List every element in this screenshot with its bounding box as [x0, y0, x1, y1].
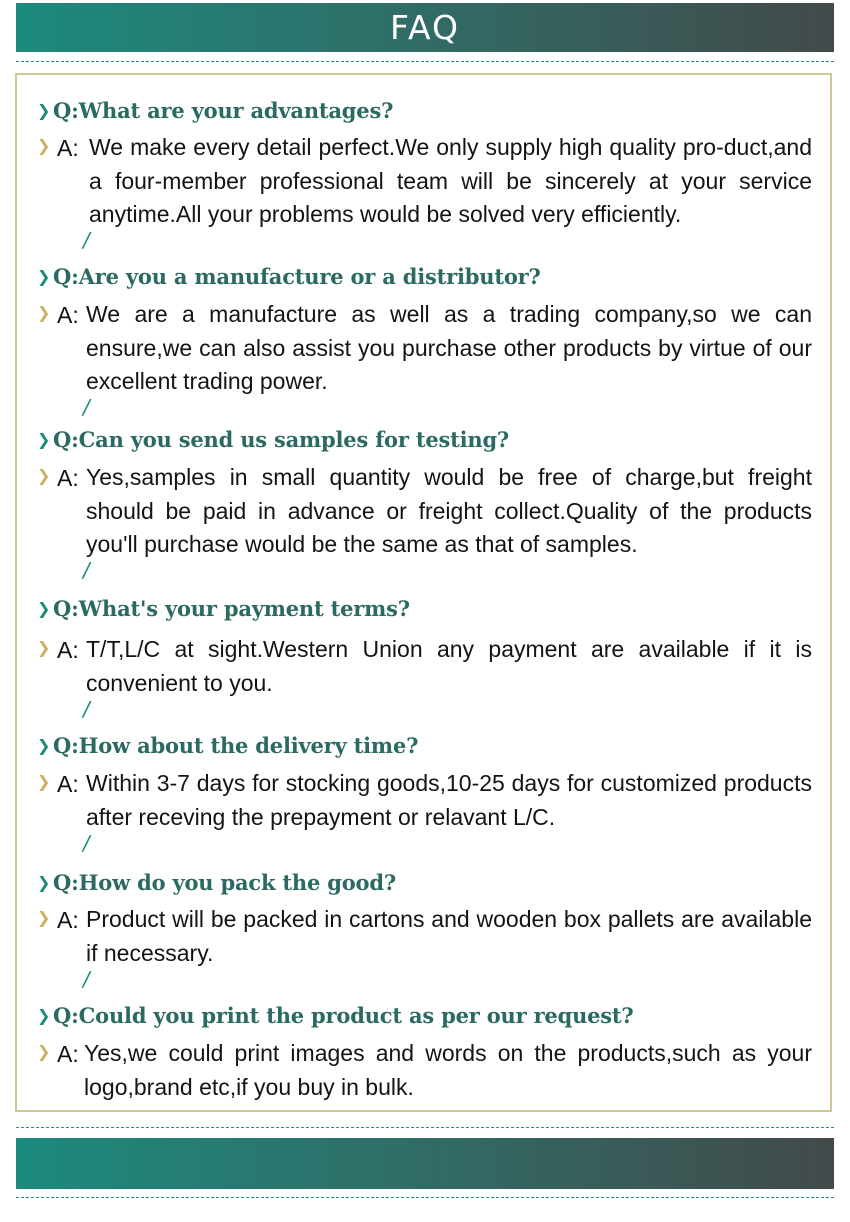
- answer-chevron-icon: ❯: [37, 638, 51, 657]
- question-prefix: Q:: [53, 264, 79, 289]
- answer-prefix: A:: [57, 907, 79, 933]
- faq-question: [37, 95, 393, 127]
- faq-separator-mark: /: [83, 967, 90, 991]
- question-text: Are you a manufacture or a distributor?: [78, 264, 541, 289]
- faq-separator-mark: /: [83, 697, 90, 721]
- answer-chevron-icon: ❯: [37, 908, 51, 927]
- question-text: How do you pack the good?: [78, 870, 396, 895]
- answer-text: Yes,we could print images and words on the products,such as your logo,brand etc,if you buy in bulk.: [84, 1040, 812, 1100]
- chevron-right-icon: ❯: [37, 1006, 51, 1025]
- answer-chevron-icon: ❯: [37, 772, 51, 791]
- chevron-right-icon: ❯: [37, 736, 51, 755]
- question-prefix: Q:: [53, 733, 79, 758]
- chevron-right-icon: ❯: [37, 430, 51, 449]
- faq-question: [37, 730, 418, 762]
- faq-header-banner: [16, 3, 834, 52]
- page-title: FAQ: [390, 8, 460, 47]
- bottom-divider-upper: [16, 1127, 834, 1128]
- faq-panel: [15, 73, 832, 1112]
- question-text: Can you send us samples for testing?: [78, 427, 510, 452]
- answer-text: Yes,samples in small quantity would be free of charge,but freight should be paid in advance or freight collect.Quality of the products you'll purchase would be the same as that of samples.: [86, 464, 812, 557]
- question-prefix: Q:: [53, 870, 79, 895]
- answer-prefix: A:: [57, 1041, 79, 1067]
- answer-chevron-icon: ❯: [37, 466, 51, 485]
- answer-text: Within 3-7 days for stocking goods,10-25 days for customized products after receving the prepayment or relavant L/C.: [86, 770, 812, 830]
- answer-prefix: A:: [57, 135, 79, 161]
- answer-text: We make every detail perfect.We only supply high quality pro-duct,and a four-member professional team will be sincerely at your service anytime.All your problems would be solved very efficiently.: [89, 134, 812, 227]
- answer-chevron-icon: ❯: [37, 303, 51, 322]
- question-prefix: Q:: [53, 98, 79, 123]
- question-prefix: Q:: [53, 1003, 79, 1028]
- chevron-right-icon: ❯: [37, 267, 51, 286]
- faq-separator-mark: /: [83, 395, 90, 419]
- footer-banner: [16, 1138, 834, 1189]
- top-divider: [16, 61, 834, 62]
- faq-separator-mark: /: [83, 558, 90, 582]
- question-text: How about the delivery time?: [78, 733, 419, 758]
- faq-question: [37, 867, 396, 899]
- answer-prefix: A:: [57, 465, 79, 491]
- answer-prefix: A:: [57, 771, 79, 797]
- faq-list: [17, 75, 830, 1110]
- faq-question: [37, 424, 509, 456]
- question-prefix: Q:: [53, 427, 79, 452]
- faq-separator-mark: /: [83, 831, 90, 855]
- faq-question: [37, 1000, 634, 1032]
- faq-question: [37, 261, 541, 293]
- faq-separator-mark: /: [83, 228, 90, 252]
- faq-question: [37, 593, 410, 625]
- answer-text: Product will be packed in cartons and wooden box pallets are available if necessary.: [86, 906, 812, 966]
- question-text: Could you print the product as per our request?: [78, 1003, 634, 1028]
- answer-text: T/T,L/C at sight.Western Union any payment are available if it is convenient to you.: [86, 636, 812, 696]
- answer-prefix: A:: [57, 302, 79, 328]
- answer-chevron-icon: ❯: [37, 136, 51, 155]
- chevron-right-icon: ❯: [37, 873, 51, 892]
- question-prefix: Q:: [53, 596, 79, 621]
- question-text: What's your payment terms?: [78, 596, 410, 621]
- question-text: What are your advantages?: [78, 98, 394, 123]
- chevron-right-icon: ❯: [37, 599, 51, 618]
- bottom-divider-lower: [16, 1197, 834, 1198]
- answer-text: We are a manufacture as well as a trading company,so we can ensure,we can also assist you purchase other products by virtue of our excellent trading power.: [86, 301, 812, 394]
- chevron-right-icon: ❯: [37, 101, 51, 120]
- answer-chevron-icon: ❯: [37, 1042, 51, 1061]
- answer-prefix: A:: [57, 637, 79, 663]
